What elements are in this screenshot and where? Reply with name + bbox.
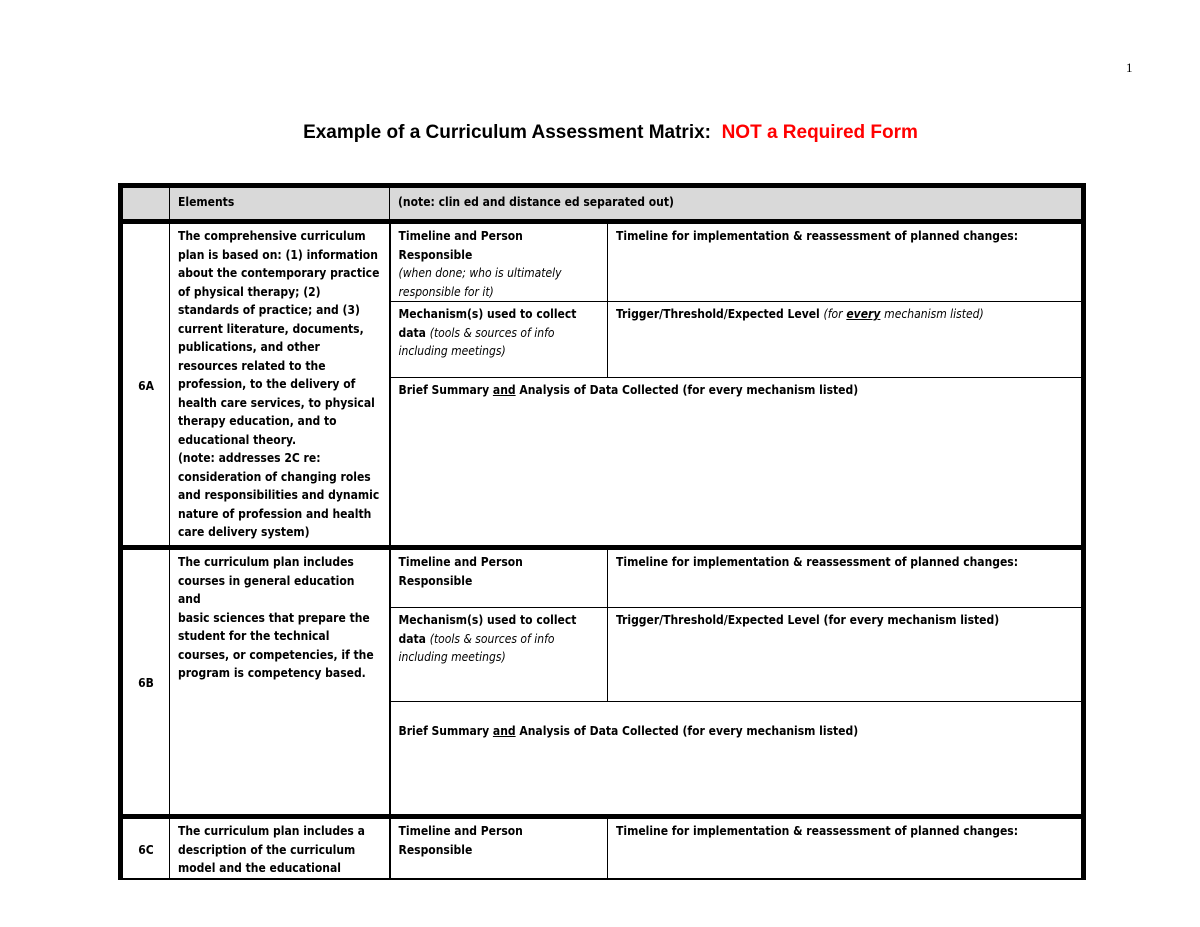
row-6b-timeline — [121, 548, 1084, 608]
timeline-label: Responsible — [398, 842, 473, 857]
elements-6b-line: courses, or competencies, if the — [178, 647, 374, 662]
elements-6a-line: The comprehensive curriculum — [178, 229, 366, 243]
timeline-label: Responsible — [398, 573, 473, 588]
elements-6a-line: publications, and other — [178, 340, 320, 354]
elements-6c-line: The curriculum plan includes a — [178, 824, 365, 838]
elements-6a-line: plan is based on: (1) information — [178, 247, 378, 262]
mechanism-note: (tools & sources of info — [429, 325, 555, 340]
mechanism-label: Mechanism(s) used to collect — [398, 613, 577, 627]
elements-6a-line: consideration of changing roles — [178, 469, 371, 484]
mechanism-note: including meetings) — [398, 650, 506, 664]
timeline-person-6b — [390, 548, 608, 608]
mechanism-label: Mechanism(s) used to collect — [398, 307, 577, 321]
trigger-note: (for — [823, 307, 843, 321]
mechanism-note: including meetings) — [398, 344, 506, 358]
summary-label: Analysis of Data Collected (for every mechanism listed) — [519, 383, 859, 397]
elements-6a — [170, 222, 390, 548]
elements-6b — [170, 548, 390, 817]
elements-6c — [170, 817, 390, 880]
elements-6a-line: (note: addresses 2C re: — [178, 451, 321, 465]
mechanism-label: data — [398, 631, 426, 646]
header-note: (note: clin ed and distance ed separated out) — [390, 186, 1084, 222]
mechanism-6a — [390, 302, 608, 378]
elements-6c-line: description of the curriculum — [178, 842, 356, 857]
elements-6a-line: of physical therapy; (2) — [178, 284, 321, 299]
summary-6a — [390, 378, 1084, 548]
timeline-person-6a — [390, 222, 608, 302]
row-6a-timeline — [121, 222, 1084, 302]
header-elements: Elements — [170, 186, 390, 222]
timeline-label: Timeline and Person — [398, 824, 523, 838]
page-title — [0, 122, 1200, 144]
title-not-required: NOT a Required Form — [721, 122, 918, 143]
mechanism-6b — [390, 608, 608, 702]
summary-label: Brief Summary — [398, 383, 490, 397]
timeline-person-6c — [390, 817, 608, 880]
page-number: 1 — [1126, 60, 1133, 75]
header-row — [121, 186, 1084, 222]
header-blank-cell — [121, 186, 170, 222]
mechanism-label: data — [398, 325, 426, 340]
trigger-note: mechanism listed) — [884, 307, 984, 321]
timeline-label: Responsible — [398, 247, 473, 262]
elements-6b-line: student for the technical — [178, 629, 330, 643]
summary-6b — [390, 702, 1084, 817]
summary-label: Analysis of Data Collected (for every mechanism listed) — [519, 724, 859, 738]
elements-6a-line: nature of profession and health — [178, 506, 372, 521]
implementation-6c: Timeline for implementation & reassessment of planned changes: — [608, 817, 1084, 880]
curriculum-assessment-matrix — [118, 183, 1086, 880]
mechanism-note: (tools & sources of info — [429, 631, 555, 646]
elements-6b-line: courses in general education and — [178, 573, 355, 606]
elements-6b-line: The curriculum plan includes — [178, 555, 354, 569]
elements-6a-line: therapy education, and to — [178, 414, 337, 428]
implementation-6b: Timeline for implementation & reassessment of planned changes: — [608, 548, 1084, 608]
title-main: Example of a Curriculum Assessment Matrix: — [303, 122, 711, 143]
elements-6a-line: and responsibilities and dynamic — [178, 488, 380, 502]
trigger-6b: Trigger/Threshold/Expected Level (for every mechanism listed) — [608, 608, 1084, 702]
elements-6a-line: educational theory. — [178, 432, 297, 447]
elements-6c-line: model and the educational — [178, 861, 341, 875]
elements-6a-line: standards of practice; and (3) — [178, 303, 360, 317]
trigger-label: Trigger/Threshold/Expected Level — [616, 307, 820, 321]
timeline-note: (when done; who is ultimately — [398, 266, 562, 280]
summary-label: Brief Summary — [398, 724, 490, 738]
elements-6a-line: resources related to the — [178, 358, 326, 373]
elements-6a-line: about the contemporary practice — [178, 266, 380, 280]
timeline-label: Timeline and Person — [398, 229, 523, 243]
summary-and: and — [492, 383, 516, 397]
trigger-6a — [608, 302, 1084, 378]
timeline-label: Timeline and Person — [398, 555, 523, 569]
elements-6a-line: profession, to the delivery of — [178, 377, 356, 391]
elements-6b-line: basic sciences that prepare the — [178, 610, 370, 625]
summary-and: and — [492, 724, 516, 738]
elements-6b-line: program is competency based. — [178, 666, 366, 680]
elements-6a-line: health care services, to physical — [178, 395, 375, 410]
standard-id-6c: 6C — [121, 817, 170, 880]
row-6c-timeline — [121, 817, 1084, 880]
elements-6a-line: current literature, documents, — [178, 321, 364, 336]
elements-6a-line: care delivery system) — [178, 525, 310, 539]
implementation-6a: Timeline for implementation & reassessment of planned changes: — [608, 222, 1084, 302]
timeline-note: responsible for it) — [398, 284, 494, 299]
standard-id-6a: 6A — [121, 222, 170, 548]
trigger-note-emphasis: every — [846, 307, 881, 321]
standard-id-6b: 6B — [121, 548, 170, 817]
